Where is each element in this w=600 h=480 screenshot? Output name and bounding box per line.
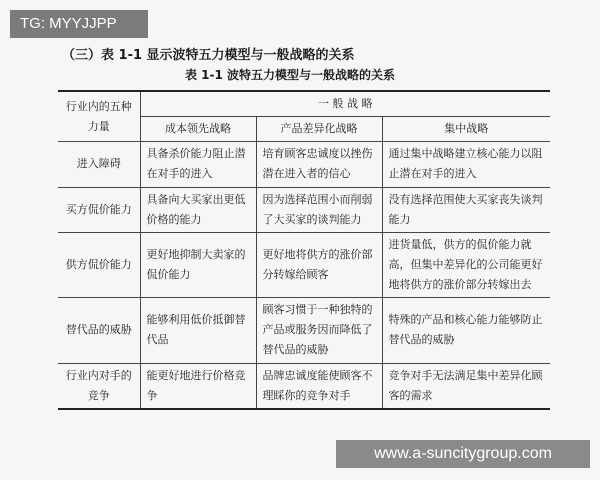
diff-cell: 更好地将供方的涨价部分转嫁给顾客	[256, 232, 382, 297]
diff-cell: 因为选择范围小而削弱了大买家的谈判能力	[256, 187, 382, 232]
table-row	[58, 298, 550, 363]
cost-cell: 具备向大买家出更低价格的能力	[140, 187, 256, 232]
table-row	[58, 142, 550, 187]
strategy-header: 一 般 战 略	[140, 92, 550, 117]
force-cell: 买方侃价能力	[58, 187, 140, 232]
table-caption: 表 1-1 波特五力模型与一般战略的关系	[185, 68, 396, 82]
strategy-table	[58, 90, 550, 410]
five-forces-table	[58, 92, 550, 408]
watermark-url: www.a-suncitygroup.com	[336, 440, 590, 468]
column-header-diff: 产品差异化战略	[256, 117, 382, 142]
column-header-focus: 集中战略	[382, 117, 550, 142]
diff-cell: 顾客习惯于一种独特的产品或服务因而降低了替代品的威胁	[256, 298, 382, 363]
table-header-row	[58, 92, 550, 117]
force-cell: 供方侃价能力	[58, 232, 140, 297]
focus-cell: 没有选择范围使大买家丧失谈判能力	[382, 187, 550, 232]
diff-cell: 培育顾客忠诚度以挫伤潜在进入者的信心	[256, 142, 382, 187]
force-cell: 行业内对手的竞争	[58, 363, 140, 408]
cost-cell: 能够利用低价抵御替代品	[140, 298, 256, 363]
force-cell: 替代品的威胁	[58, 298, 140, 363]
diff-cell: 品牌忠诚度能使顾客不理睬你的竞争对手	[256, 363, 382, 408]
force-cell: 进入障碍	[58, 142, 140, 187]
cost-cell: 更好地抑制大卖家的侃价能力	[140, 232, 256, 297]
focus-cell: 特殊的产品和核心能力能够防止替代品的威胁	[382, 298, 550, 363]
table-row	[58, 363, 550, 408]
focus-cell: 进货量低，供方的侃价能力就高，但集中差异化的公司能更好地将供方的涨价部分转嫁出去	[382, 232, 550, 297]
table-row	[58, 187, 550, 232]
column-header-cost: 成本领先战略	[140, 117, 256, 142]
section-title: （三）表 1-1 显示波特五力模型与一般战略的关系	[62, 48, 355, 63]
cost-cell: 具备杀价能力阻止潜在对手的进入	[140, 142, 256, 187]
tg-tag-label: TG: MYYJJPP	[10, 10, 148, 38]
focus-cell: 通过集中战略建立核心能力以阻止潜在对手的进入	[382, 142, 550, 187]
cost-cell: 能更好地进行价格竞争	[140, 363, 256, 408]
force-header: 行业内的五种力量	[58, 92, 140, 142]
focus-cell: 竞争对手无法满足集中差异化顾客的需求	[382, 363, 550, 408]
table-row	[58, 232, 550, 297]
